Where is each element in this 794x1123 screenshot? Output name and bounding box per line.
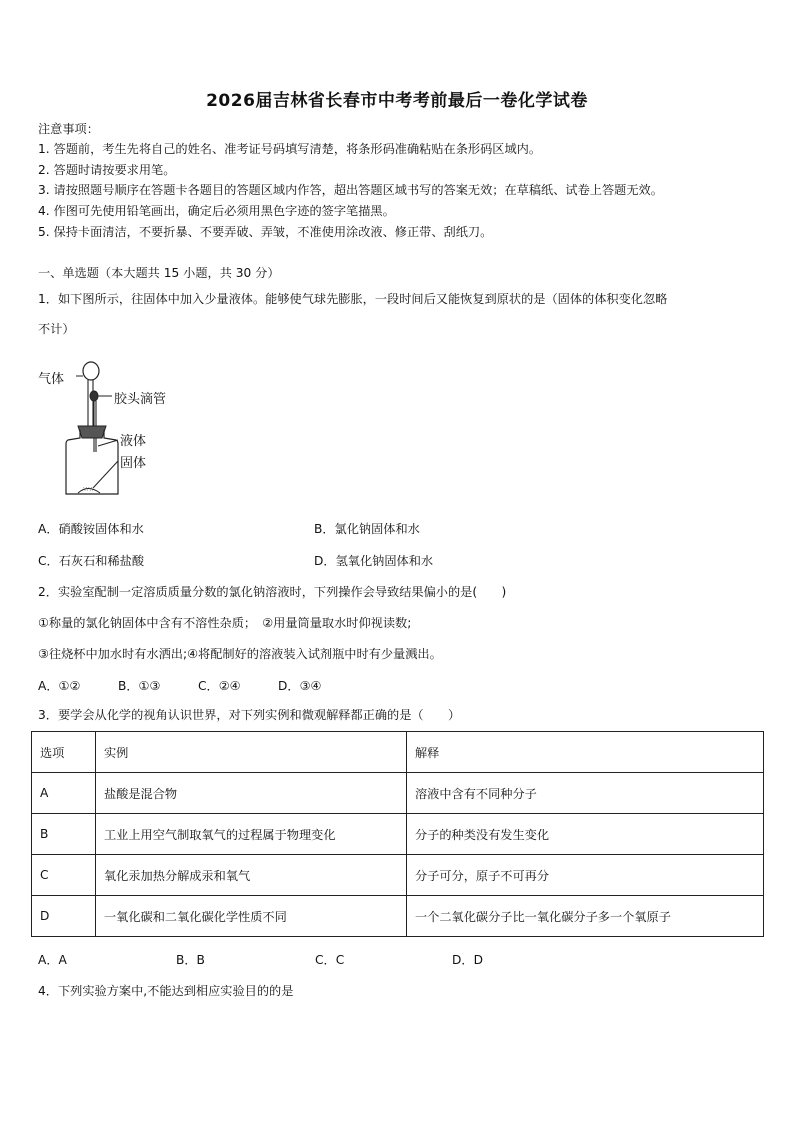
q1-apparatus-figure [38, 360, 188, 500]
table-header-cell: 选项 [32, 732, 96, 773]
note-item-2: 2. 答题时请按要求用笔。 [38, 163, 176, 177]
q3-stem: 3．要学会从化学的视角认识世界，对下列实例和微观解释都正确的是（ ） [38, 708, 461, 722]
section-heading: 一、单选题（本大题共 15 小题，共 30 分） [38, 266, 280, 280]
q2-option-b: B．①③ [118, 679, 161, 693]
q1-option-c: C．石灰石和稀盐酸 [38, 554, 145, 568]
table-cell: D [32, 896, 96, 937]
dropper-bulb [90, 391, 98, 401]
notes-heading: 注意事项： [38, 122, 99, 136]
stopper-shape [78, 426, 106, 438]
label-gas: 气体 [38, 372, 65, 387]
q3-option-c: C．C [315, 953, 345, 967]
table-header-cell: 解释 [407, 732, 764, 773]
note-item-1: 1. 答题前，考生先将自己的姓名、准考证号码填写清楚，将条形码准确粘贴在条形码区域内。 [38, 142, 542, 156]
balloon-shape [83, 362, 99, 380]
table-cell: 一个二氧化碳分子比一氧化碳分子多一个氧原子 [407, 896, 764, 937]
page-title: 2026届吉林省长春市中考考前最后一卷化学试卷 [206, 91, 588, 111]
note-item-3: 3. 请按照题号顺序在答题卡各题目的答题区域内作答，超出答题区域书写的答案无效；在草稿纸、试卷上答题无效。 [38, 183, 663, 197]
q2-statements-1: ①称量的氯化钠固体中含有不溶性杂质； ②用量筒量取水时仰视读数; [38, 616, 412, 630]
table-row [32, 773, 764, 814]
table-cell: 工业上用空气制取氧气的过程属于物理变化 [96, 814, 407, 855]
q2-statements-2: ③往烧杯中加水时有水洒出;④将配制好的溶液装入试剂瓶中时有少量溅出。 [38, 647, 442, 661]
table-row [32, 814, 764, 855]
table-cell: 一氧化碳和二氧化碳化学性质不同 [96, 896, 407, 937]
flask-outline [66, 430, 118, 494]
svg-text:∴∵∴: ∴∵∴ [82, 486, 94, 493]
q2-stem: 2．实验室配制一定溶质质量分数的氯化钠溶液时，下列操作会导致结果偏小的是( ) [38, 585, 507, 599]
q1-stem-line1: 1．如下图所示，往固体中加入少量液体。能够使气球先膨胀，一段时间后又能恢复到原状的是（固体的体积变化忽略 [38, 292, 668, 306]
label-solid: 固体 [120, 456, 147, 471]
table-header-cell: 实例 [96, 732, 407, 773]
label-liquid: 液体 [120, 434, 147, 449]
q4-stem: 4．下列实验方案中,不能达到相应实验目的的是 [38, 984, 294, 998]
q2-option-c: C．②④ [198, 679, 241, 693]
table-cell: 盐酸是混合物 [96, 773, 407, 814]
q1-option-a: A．硝酸铵固体和水 [38, 522, 144, 536]
table-row [32, 855, 764, 896]
q2-option-a: A．①② [38, 679, 81, 693]
table-cell: B [32, 814, 96, 855]
note-item-5: 5. 保持卡面清洁，不要折暴、不要弄破、弄皱，不准使用涂改液、修正带、刮纸刀。 [38, 225, 493, 239]
q3-option-a: A．A [38, 953, 67, 967]
q1-option-b: B．氯化钠固体和水 [314, 522, 420, 536]
table-row [32, 896, 764, 937]
q3-option-b: B．B [176, 953, 205, 967]
table-cell: A [32, 773, 96, 814]
table-header-row [32, 732, 764, 773]
table-cell: C [32, 855, 96, 896]
table-cell: 分子可分，原子不可再分 [407, 855, 764, 896]
q3-table [31, 731, 764, 937]
table-cell: 分子的种类没有发生变化 [407, 814, 764, 855]
table-cell: 溶液中含有不同种分子 [407, 773, 764, 814]
q2-option-d: D．③④ [278, 679, 322, 693]
note-item-4: 4. 作图可先使用铅笔画出，确定后必须用黑色字迹的签字笔描黑。 [38, 204, 395, 218]
table-cell: 氧化汞加热分解成汞和氧气 [96, 855, 407, 896]
q1-option-d: D．氢氧化钠固体和水 [314, 554, 434, 568]
q1-stem-line2: 不计） [38, 322, 75, 336]
q3-option-d: D．D [452, 953, 483, 967]
label-dropper: 胶头滴管 [114, 392, 167, 407]
